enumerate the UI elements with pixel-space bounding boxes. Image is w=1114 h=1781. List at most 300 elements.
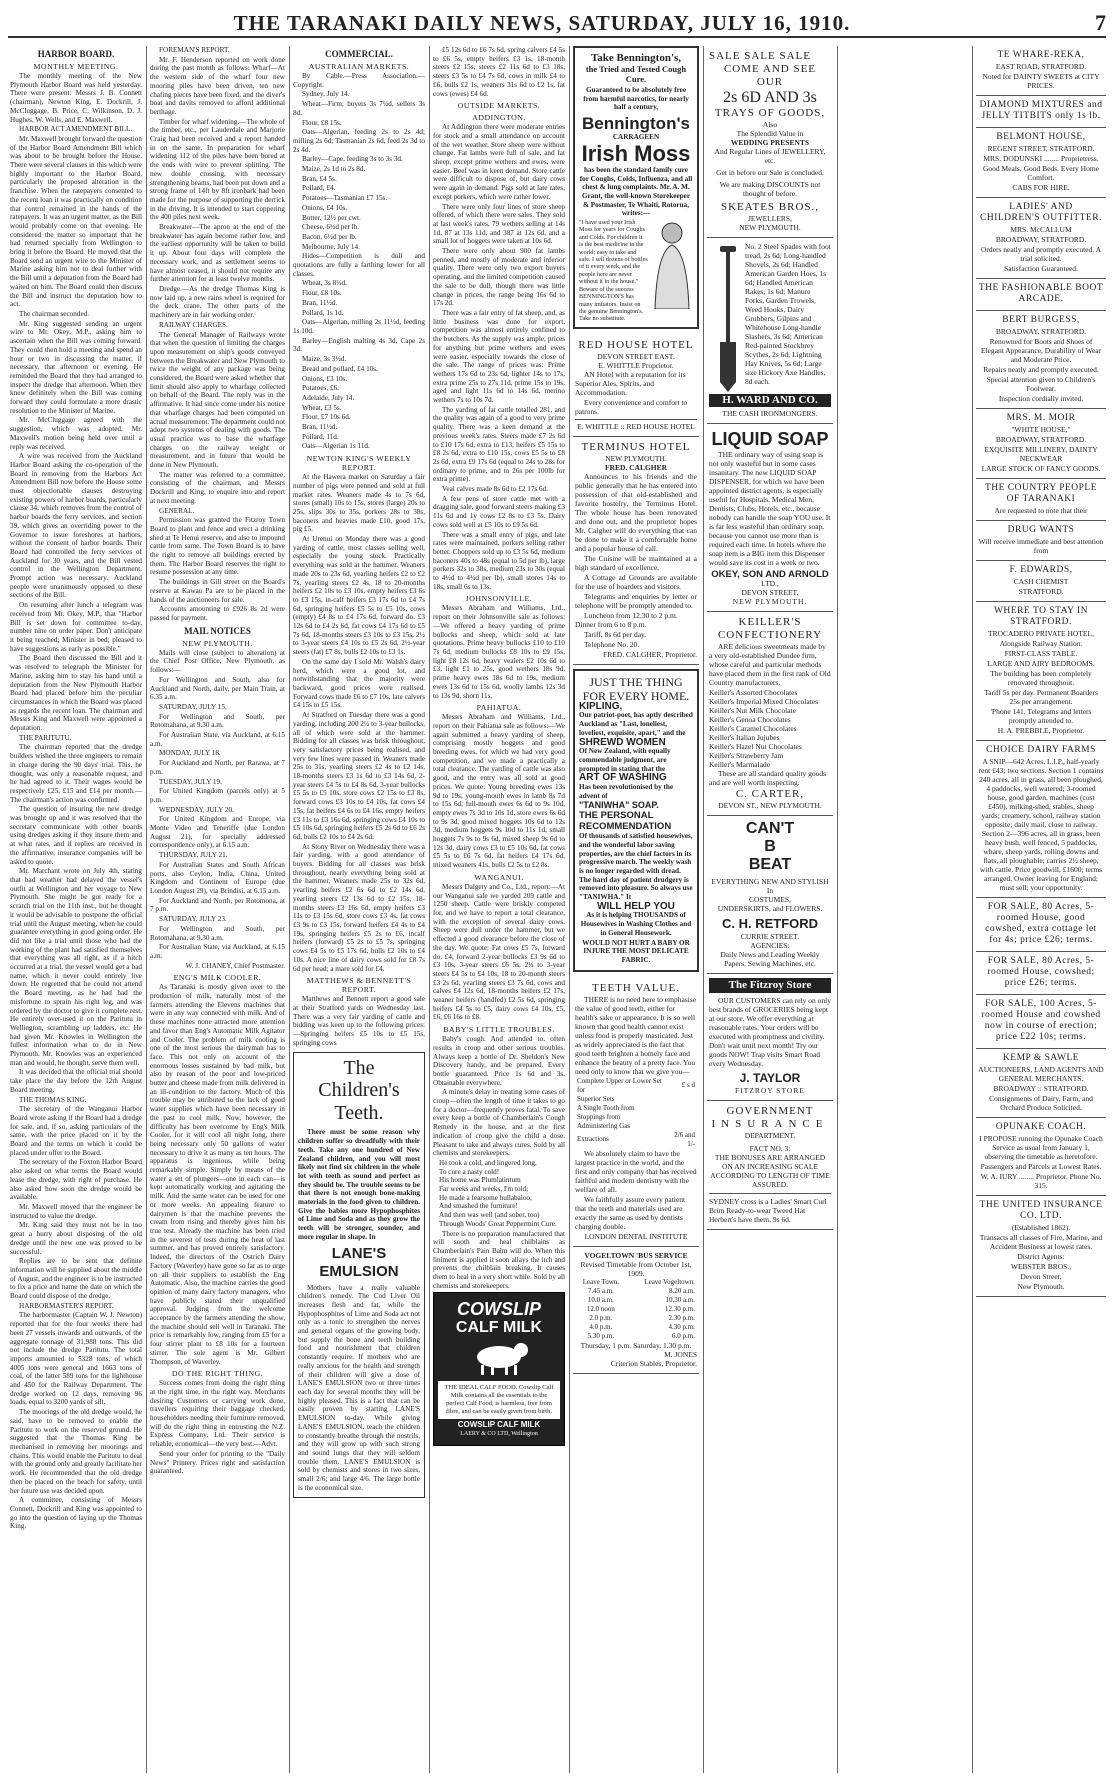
market-line: Flour, £7 10s 6d.: [302, 413, 351, 422]
keiller-ad: [707, 612, 833, 816]
article-paragraph: HARBORMASTER'S REPORT.: [19, 1301, 114, 1310]
market-line: Hides—Competition is dull and quotations are fully a farthing lower for all classes.: [293, 252, 425, 278]
ad-line: BROADWAY, STRATFORD.: [995, 235, 1087, 244]
price-value: 2/6 and 1/-: [674, 1130, 695, 1148]
article-paragraph: THE PARITUTU.: [19, 733, 72, 742]
shrewd-women-text: Of New Zealand, with equally commendable judgment, are prompted in stating that the: [579, 747, 671, 773]
article-paragraph: The monthly meeting of the New Plymouth Harbor Board was held yesterday. There were present: Messrs J. B. Connett (chairman), Newton King, E. Dockrill, J. McCluggage, B. Price, C. Wilkinson, D. J. Hughes, W. Wells, and E. Maxwell.: [10, 72, 142, 124]
stratford-ad: [976, 995, 1106, 1049]
keiller-item: Keiller's Hazel Nut Chocolates: [709, 742, 802, 751]
retford-agencies: AGENCIES:: [750, 941, 790, 950]
ad-heading: WHERE TO STAY IN STRATFORD.: [993, 606, 1089, 627]
ad-body: There must be some reason why children suffer so dreadfully with their teeth. Take any one hundred of New Zealand children, and you will most likely not find six children in the whole lot with teeth as sound and perfect as they should be. The trouble seems to be that there is not enough bone-making materials in the food given to children. Give the babies more Hypophosphites of Lime and Soda and as they grow the teeth will be stronger, sounder, and more regular in shape. In: [298, 1128, 420, 1241]
ad-line: 'Phone 141. Telegrams and letters promptly attended to.: [990, 707, 1092, 725]
cowslip-agent: LAERY & CO LTD, Wellington: [460, 1430, 538, 1437]
stratford-ad: [976, 311, 1106, 409]
govt-fact: FACT NO. 3:: [749, 1144, 791, 1153]
timetable-cell: 10.0 a.m.: [587, 1295, 614, 1304]
stratford-ad: [976, 602, 1106, 741]
cant-beat: CAN'T: [745, 820, 795, 837]
market-line: Oats—Algerian, milling 2s 11½d, feeding 1s 10d.: [293, 318, 425, 335]
govt-h2: INSURANCE: [711, 1118, 829, 1130]
lady-portrait-icon: [651, 219, 693, 309]
hotel-body: Every convenience and comfort to patrons.: [575, 397, 688, 416]
retford-addr: CURRIE STREET.: [740, 932, 800, 941]
bennington-quote: [579, 219, 648, 323]
market-line: Adelaide, July 14.: [302, 393, 355, 402]
hotel-signature: FRED. CALGHER, Proprietor.: [603, 649, 697, 659]
report-paragraph: The yarding of fat cattle totalled 281, and the quality was again of a good to very prime quality. There was a keen demand at the previous week's rates. Steers made £7 2s 6d to £10 17s 6d, extra to £13, heifers £5 15s to £8 2s 6d, extra to £10 15s, cows £5 5s to £8 2s 6d, extra £9 17s 6d (equal to 24s to 28s for ordinary to prime, and to 26s per 100lb for extra prime).: [433, 405, 565, 484]
wanganui-report: [433, 883, 565, 1022]
article-paragraph: Send your order for printing to the "Daily News" Printery. Prices right and satisfaction guaranteed.: [150, 1449, 285, 1476]
timetable-cell: 8.20 a.m.: [668, 1286, 695, 1295]
ad-line: LARGE AND AIRY BEDROOMS.: [987, 659, 1095, 668]
article-paragraph: The General Manager of Railways wrote that when the question of limiting the charges upon measurement on ship's goods conveyed between the Breakwater and New Plymouth to twice the weight of any package was being considered, the Board were asked whether that limit should also apply to wharfage collected on behalf of the Board. The reply was in the affirmative. It had since come under his notice that wharfage charges had been computed on actual measurement. The department could not adopt two systems of dealing with goods. The usual practice was to base the wharfage charges on the railway weight or measurement, and in future that would be done in New Plymouth.: [150, 330, 285, 470]
retford-body: EVERYTHING NEW AND STYLISH In: [711, 877, 829, 895]
outside-markets-heading: OUTSIDE MARKETS.: [457, 101, 541, 111]
keiller-items: [709, 688, 831, 769]
article-paragraph: The secretary of the Foxton Harbor Board also asked on what terms the Board would lease the dredge, with right of purchase. He also asked how soon the dredge would be available.: [10, 1158, 142, 1202]
price-value: [666, 1113, 697, 1122]
article-paragraph: Replies are to be sent that definite information will be supplied about the middle of August, and the engineer is to be instructed to fix a price and name the date on which the Board could dispose of the dredge.: [10, 1257, 142, 1301]
mail-paragraph: For Auckland and North, per Rotomona, at 7 p.m.: [150, 896, 285, 914]
timetable-row: [575, 1314, 697, 1323]
will-help-text: As it is helping THOUSANDS of Housewives in Washing Clothes and in General Housework.: [580, 911, 692, 937]
keiller-item: Keiller's Italian Jujubes: [709, 733, 780, 742]
bus-col-head: Leave Town.: [582, 1277, 620, 1286]
ad-line: Renowned for Boots and Shoes of Elegant Appearance, Durability of Wear and Moderate Price.: [980, 337, 1102, 364]
mail-paragraph: MONDAY, JULY 18.: [159, 749, 221, 758]
milk-cooler-body: [150, 983, 285, 1366]
market-line: Barley—English malting 4s 3d, Cape 2s 3d.: [293, 336, 425, 354]
bus-extra: Thursday, 1 p.m. Saturday, 1.30 p.m.: [580, 1340, 692, 1350]
ad-line: AUCTIONEERS, LAND AGENTS AND GENERAL MERCHANTS,: [978, 1065, 1104, 1083]
report-paragraph: At Addington there were moderate entries for stock and a small attendance on account of the wet weather. Store sheep were without change. Fat lambs were full of sale, and fat sheep, except prime wethers and ewes, were easier. Beef was in keen demand. Store cattle were difficult to dispose of, but dairy cows were again in demand. Pigs sold at late rates, except porkers, which were rather lower.: [433, 123, 565, 201]
bennington-ad: [573, 46, 699, 329]
ad-heading: TE WHARE-REKA,: [997, 50, 1085, 60]
postmaster-signature: W. J. CHANEY, Chief Postmaster.: [185, 961, 285, 970]
article-paragraph: Permission was granted the Fitzroy Town Board to plant and fence and erect a drinking shed at Te Henui reserve, and also to impound cattle from same. The Town Board is to have the right to remove all buildings erected by them. The Harbor Board reserves the right to resume possession at any time.: [150, 516, 285, 577]
ad-line: New Plymouth.: [1017, 1282, 1065, 1291]
hotel-address: NEW PLYMOUTH.: [605, 453, 667, 463]
timetable-cell: 12.0 noon: [586, 1304, 615, 1313]
ad-line: REGENT STREET, STRATFORD.: [987, 144, 1095, 153]
cant-beat: B: [764, 838, 776, 855]
fitzroy-title: The Fitzroy Store: [709, 978, 831, 993]
retford-ad: [707, 816, 833, 974]
ad-heading: BERT BURGESS,: [1002, 315, 1080, 325]
price-item: Superior Sets: [577, 1094, 615, 1103]
fitzroy-firm: J. TAYLOR: [739, 1071, 801, 1085]
mail-paragraph: For Australian State, via Auckland, at 6.15 a.m.: [150, 943, 285, 960]
ad-line: Inspection cordially invited.: [998, 394, 1084, 403]
timetable-row: [575, 1323, 697, 1332]
report-paragraph: £5 12s 6d to £6 7s 6d, spring calvers £4 5s to £6 5s, empty heifers £3 1s, 18-month steers £2 15s, steers £2 11s 6d to £3 18s, steers £3 5s to £4 7s 6d, cows in milk £4 to £6, bulls £2 1s, weaners 31s 6d to £2 1s, fat cows (ewes) £4 6d.: [433, 46, 565, 98]
column-rule: [569, 46, 570, 1773]
ad-line: Will receive immediate and best attention from: [978, 537, 1104, 555]
ad-body: Mothers have a really valuable children's remedy. The Cod Liver Oil increases flesh and fat, while the Hypophosphites of Lime and Soda act not only as a tonic to strengthen the nerves and general organs of the growing body, but supply the bone and teeth building food and nourishment that children constantly require. If mothers who are really anxious for the health and strength of their children will give a dose of LANE'S EMULSION two or three times each day for several months they will be highly pleased. This is a fact that can be easily proven by starting LANE'S EMULSION to-day. While giving LANE'S EMULSION, teach the children to constantly breathe through the nostrils, and they will grow up with such strong and sound lungs that they will seldom trouble them. LANE'S EMULSION is sold by chemists and stores in two sizes, small 2/6; and large 4/6. The large bottle is the economical size.: [298, 1283, 420, 1492]
ad-brand: LANE'S EMULSION: [319, 1244, 399, 1280]
hotel-footer: E. WHITTLE :: RED HOUSE HOTEL: [575, 419, 697, 431]
bennington-brand: Bennington's: [582, 114, 690, 134]
pahiatua-report: [433, 713, 565, 870]
article-paragraph: RAILWAY CHARGES.: [159, 320, 228, 329]
market-line: Pollard, 1s 1d.: [302, 308, 344, 317]
right-thing-body: [150, 1379, 285, 1476]
price-row: [575, 1077, 697, 1095]
ad-line: FIRST-CLASS TABLE.: [1004, 649, 1078, 658]
cowslip-maker: COWSLIP CALF MILK: [457, 1420, 541, 1430]
article-paragraph: The Board then discussed the Bill and it was resolved to telegraph the Minister for Marine, asking him to stay his hand until a deputation from the New Plymouth Harbor Board had placed before him the peculiar circumstances in which the Board was placed as regards the recent loan. The chairman and Messrs King and Maxwell were appointed a deputation.: [10, 654, 142, 733]
cowslip-ad: [433, 1292, 565, 1446]
vogeltown-bus-ad: [573, 1247, 699, 1374]
keiller-foot: These are all standard quality goods and are well worth inspecting.: [709, 769, 827, 787]
govt-h1: GOVERNMENT: [726, 1105, 814, 1117]
article-paragraph: Dredge.—As the dredge Thomas King is now laid up, a new rains wheel is required for the deck crane. The other parts of the machinery are in fair working order.: [150, 284, 285, 320]
lanes-emulsion-ad: [293, 1052, 425, 1498]
irish-moss-label: Irish Moss: [581, 140, 691, 166]
market-line: Onions, £4 10s.: [302, 203, 348, 212]
johnsonville-heading: JOHNSONVILLE.: [465, 594, 533, 604]
stratford-ad: [976, 1118, 1106, 1196]
market-line: Sydney, July 14.: [302, 90, 350, 99]
mail-paragraph: For Wellington and South, per Rotomahana, at 9.30 a.m.: [150, 924, 285, 942]
teeth-body: THERE is no need here to emphasise the value of good teeth, either for health's sake or appearance. It is so well known that good health cannot exist unless food is properly masticated. Just as widely appreciated is the fact that good teeth brighten a homely face and enhance the beauty of a pretty face. You need only to know that we give you—: [575, 994, 697, 1076]
article-paragraph: Breakwater—The apron at the end of the breakwater has again become rather low, and the earliest opportunity will be taken to build it up. About four days will complete the necessary work, and as settlement seems to have almost ceased, it should not require any further attention for at least twelve months.: [150, 223, 285, 284]
ad-heading: F. EDWARDS,: [1009, 565, 1073, 575]
article-heading: HARBOR BOARD.: [37, 49, 115, 59]
ad-line: Consignments of Dairy, Farm, and Orchard Produce Solicited.: [989, 1094, 1093, 1112]
ad-heading: KEMP & SAWLE: [1002, 1053, 1080, 1063]
liquid-soap-title: LIQUID SOAP: [711, 429, 829, 449]
ad-line: Good Meals. Good Beds. Every Home Comfort.: [982, 164, 1100, 182]
red-house-hotel-ad: [573, 335, 699, 437]
ad-line: Special attention given to Children's Footwear.: [986, 375, 1096, 393]
stratford-ad-list: [976, 46, 1106, 1297]
report-paragraph: There were only four lines of store sheep offered, of which there were sales. They sold at last week's rates, 79 wethers selling at 14s 1d, 87 at 13s 11d, and 387 at 12s 6d, and a small lot of hoggets were taken at 10s 6d.: [433, 202, 565, 246]
report-paragraph: A few pens of store cattle met with a dragging sale, good forward steers making £3 11s 6d and 1y cows £2 8s to £3 5s. Dairy cows sold well at £5 10s to £9 5s 6d.: [433, 494, 565, 529]
column-rule: [146, 46, 147, 1773]
quote-text: "I have used your Irish Moss for years for Coughs and Colds. For children it is the best medicine in the world; easy to take and safe. I sell dozens of bottles of it every week, and the people here are never without it in the house.": [579, 219, 648, 286]
article-paragraph: A wire was received from the Auckland Harbor Board asking the co-operation of the Board in removing from the Harbors Act Amendment Bill now before the House some most objectionable clauses destroying existing powers of harbor boards, particularly clause 34, which removes from the control of harbor boards the ferry services, and section 39, which gives an overriding power to the Governor to issue foreshores at harbors, without the consent of harbor boards. Their Board had controlled the ferry services of Auckland for 30 years, and the Bill vested control in the Wellington Department. Prompt action was necessary. Auckland people were unanimously opposed to these sections of the Bill.: [10, 452, 142, 600]
keiller-item: Keiller's Genoa Chocolates: [709, 715, 791, 724]
mail-paragraph: TUESDAY, JULY 19.: [159, 777, 222, 786]
art-of-washing-text: Has been revolutionised by the advent of: [579, 783, 674, 800]
mail-paragraph: For Auckland and North, per Rarawa, at 7 p.m.: [150, 759, 285, 776]
market-line: Bran, £4 5s.: [302, 174, 337, 183]
bus-signature: Criterion Stables, Proprietor.: [610, 1358, 697, 1368]
govt-foot: SYDNEY cross is a Ladies' Smart Curl Brim Ready-to-wear Tweed Hat Herbert's have them, 9s 6d.: [709, 1193, 831, 1224]
market-line: Bacon, 6½d per lb.: [302, 232, 357, 241]
fitzroy-store-ad: [707, 974, 833, 1101]
sale-line: We are making DISCOUNTS not thought of before.: [719, 180, 821, 198]
fitzroy-sub: FITZROY STORE: [735, 1086, 805, 1095]
sale-prices: 2s 6D AND 3s: [723, 89, 817, 106]
ad-line: A SNIP—642 Acres, L.I.P., half-yearly rent £43; two sections. Section 1 contains 240 acres, all in grass, all been ploughed, 4 paddocks, well watered; 3-roomed house, good garden, machines (cost £450), milking-shed, stables, sheep yards; creamery, school, railway station opposite; daily mail, close to railway. Section 2—396 acres, all in grass, been heavy bush, well fenced, 5 paddocks, whare, sheep yards, rolling downs and flats, all ploughable; carries 2½ sheep, with cattle. Price goodwill, £1600; terms arranged. Owner leaving for England; must sell; your opportunity.: [978, 757, 1104, 892]
stratford-ad: [976, 198, 1106, 279]
bennington-line3: Guaranteed to be absolutely free from harmful narcotics, for nearly half a century,: [583, 86, 689, 112]
ad-title-line: Teeth.: [334, 1102, 384, 1125]
ad-line: MRS. DODUNSKI ........ Proprietress.: [983, 154, 1099, 163]
baby-heading: BABY'S LITTLE TROUBLES.: [443, 1025, 555, 1035]
article-paragraph: A minute's delay in treating some cases of croup—often the length of time it takes to go for a doctor—frequently proves fatal. To save every keep a bottle of Chamberlain's Cough Remedy in the house, and at the first indication of croup give the child a dose. Pleasant to take and always cures. Sold by all chemists and storekeepers.: [433, 1088, 565, 1158]
addington-heading: ADDINGTON.: [472, 113, 526, 123]
mail-paragraph: For United Kingdom and Europe, via Monte Video and Teneriffe (due London August 21), for specially addressed correspondence only), at 6.15 a.m.: [150, 815, 285, 850]
price-row: [575, 1113, 697, 1122]
column-rule: [289, 46, 290, 1773]
taniwha-label: "TANIWHA" SOAP.: [579, 800, 659, 811]
johnsonville-report: [433, 604, 565, 700]
newspaper-title: THE TARANAKI DAILY NEWS, SATURDAY, JULY 16, 1910.: [233, 11, 851, 35]
article-paragraph: The harbormaster (Captain W. J. Newton) reported that for the four weeks there had been 27 vessels inwards and outwards, of the aggregate tonnage of 31,988 tons. This did not include the dredge Paritutu. The total imports amounted to 5328 tons, of which 4005 tons were general and 1663 tons of coal, of the latter 589 tons for the lighthouse and 450 for the Railway Department. The dredge worked on 12 days, removing 96 loads, equal to 3200 yards of silt.: [10, 1311, 142, 1407]
report-paragraph: On the same day I sold Mr. Walsh's dairy herd, which were a good lot, and notwithstanding that the majority were backward, good prices were realised. Forward cows made £6 to £7 10s, late calvers £4 15s to £5 15s.: [293, 657, 425, 710]
ad-line: Alongside Railway Station.: [999, 639, 1083, 648]
timetable-row: [575, 1287, 697, 1296]
market-line: Oats—Algerian 1s 11d.: [302, 442, 370, 451]
bus-subtitle: Revised Timetable from October 1st, 1909.: [580, 1259, 692, 1278]
newton-king-report: [293, 473, 425, 973]
australian-markets-heading: AUSTRALIAN MARKETS.: [308, 62, 410, 71]
ad-line: CASH CHEMIST: [1013, 577, 1069, 586]
ad-line: W. A. IURY ........ Proprietor. Phone No. 315.: [980, 1172, 1102, 1190]
ad-line: Noted for DAINTY SWEETS at CITY PRICES.: [982, 72, 1100, 90]
ad-heading: OPUNAKE COACH.: [995, 1122, 1087, 1132]
ad-heading: LADIES' AND CHILDREN'S OUTFITTER.: [980, 202, 1102, 223]
column-ads-2: [707, 46, 833, 1773]
sale-line: Get in before our Sale is concluded.: [716, 168, 824, 177]
ad-heading: CHOICE DAIRY FARMS: [986, 745, 1096, 755]
ad-line: Satisfaction Guaranteed.: [1004, 264, 1078, 273]
hotel-body: AN Hotel with a reputation for its Superior Ales, Spirits, and Accommodation.: [575, 369, 686, 397]
keiller-item: Keiller's Strawberry Jam: [709, 751, 784, 760]
stratford-ad: [976, 409, 1106, 479]
hotel-tariff: Tariff, 8s 6d per day.: [584, 629, 647, 639]
report-paragraph: Messrs Abraham and Williams, Ltd., report on their Pahiatua sale as follows:—We again submitted a heavy yarding of sheep, comprising mostly hoggets and good breeding ewes, for which we had very good competition, and we made a practically a total clearance. The yarding of cattle was also good, and the entry was all sold at good prices. We quote: Young breeding ewes 13s 9d to 19s, young-mouth ewes in lamb 8s 7d to 15s 6d; full-mouth ewes 6s 6d to 9s 10d, empty ewes 7s 3d to 10s 1d, store ewes 6s 6d to 9s 3d, good mixed hoggets 10s 6d to 12s 3d, medium hoggets 9s 10d to 11s 1d, small hoggets 7s 9s to 9s 6d, mixed sheep 9s 6d to 12s 3d, dairy cows £3 to £5 10s 6d, fat cows £5 5s to £6 7s 6d, fat heifers £4 17s 6d, mixed weaners 41s, bulls £2 5s to £2 8s.: [433, 713, 565, 870]
stratford-ad: [976, 128, 1106, 198]
report-paragraph: Messrs Dalgety and Co., Ltd., report:—At our Wanganui sale we yarded 209 cattle and 1250 sheep. Cattle were briskly competed for, and we have to report a total clearance, with the exception of several dairy cows. Sheep were dull under the hammer, but we effected a good clearance before the close of the day. We quote: Fat cows £5 7s, forward do. £4, forward 2-year bullocks £3 9s 6d to £3 10s, 3-year steers £6 5s, 2½ to 3-year steers £4 5s to £4 10s, 18 to 20-month steers £3 2s 6d, yearling steers £3 7s 6d, cows and calves £4 12s 6d, 18-months heifers £2 17s, weaner heifers (handfed) £2 5s 6d, springing heifers £4 5s to £5, dairy cows £4 10s, £5, £6, £6 16s to £8.: [433, 882, 565, 1022]
ward-ironmongers-ad: [707, 238, 833, 424]
report-paragraph: At Urenui on Monday there was a good yarding of cattle, most classes selling well, especially the young stock. Practically everything was sold at the hammer. Weaners made 20s to 23s 6d, yearling heifers £2 to £2 7s, yearling steers £2 4s, 18 to 20-months heifers £2 10s to £3 10s, empty heifers £3 6s to £3 15s, in-calf heifers £3 17s 6d to £4 7s 6d, springing heifers £5 5s to £5 10s, cows (empty) £4 8s to £4 17s 6d, forward do. £3 12s 6d to £4 2s 6d, fat cows £4 17s 6d to £5 7s 6d, 18-months steers £3 10s to £3 15s, 2½ to 3-year steers £4 10s to £5 2s 6d, 2½-year steers (fat) £7 8s, bulls £2 10s to £3 1s.: [293, 535, 425, 657]
article-paragraph: THE THOMAS KING.: [19, 1095, 87, 1104]
ad-line: BROADWAY, STRATFORD.: [995, 435, 1087, 444]
ad-line: MRS. McCALLUM: [1010, 225, 1072, 234]
timetable-cell: 4.0 p.m.: [589, 1322, 613, 1331]
bennington-line1: Take Bennington's,: [590, 52, 682, 64]
article-paragraph: Timber for wharf widening.—The whole of the timber, etc., per Lauderdale and Marjorie Craig had been received and a report handed in on the same. In preparation for wharf widening 112 of the piles have been bored at the ends with wire to prevent splitting. The new double crossing, with necessary strengthening beams, had been put down and a strong frame of 14ft by 8ft ironbark had been made for the purpose of supporting the derrick in the driving. It is intended to start coppering the 400 piles next week.: [150, 117, 285, 222]
ad-line: CABS FOR HIRE.: [1012, 183, 1070, 192]
market-line: By Cable.—Press Association.—Copyright.: [293, 72, 425, 89]
retford-body: COSTUMES,: [749, 895, 791, 904]
ad-heading: MRS. M. MOIR: [1006, 413, 1076, 423]
stratford-ad: [976, 96, 1106, 128]
retford-name: C. H. RETFORD: [721, 916, 819, 931]
mail-paragraph: SATURDAY, JULY 23.: [159, 915, 227, 924]
sale-line: WEDDING PRESENTS: [730, 138, 810, 147]
skeates-sale-ad: [707, 46, 833, 238]
mail-notices-body: [150, 649, 285, 961]
article-paragraph: FOREMAN'S REPORT.: [159, 46, 230, 54]
kipling-quote: Our patriot-poet, has aptly described Auckland as "Last, loneliest, loveliest, exquisite, apart," and the: [579, 711, 693, 737]
market-line: Bran, 11½d.: [302, 423, 338, 432]
mail-paragraph: For Wellington and South, also for Auckland and North, daily, per Main Train, at 6.35 a.m.: [150, 675, 285, 702]
ad-line: Passengers and Parcels at Lowest Rates.: [980, 1162, 1102, 1171]
ad-line: "WHITE HOUSE,": [1011, 425, 1071, 434]
report-paragraph: At Stratford on Tuesday there was a good yarding, including 200 2½ to 3-year bullocks, all of which were sold at the hammer. Bidding for all classes was brisk throughout, very satisfactory prices being realised, and very few lines were passed in. Weaners made 25s to 31s, yearling steers £2 4s to £2 14s, 18-months steers £3 1s 6d to £3 14s 6d, 2-year steers £4 5s to £4 8s 6d, 3-year bullocks £5 5s to £5 10s, store cows £2 15s to £3 8s, forward cows £3 10s to £4 10s, fat cows £4 15s, fat heifers £4 6s to £4 16s, empty heifers £3 11s to £3 16s 6d, springing cows £4 10s to £5 10s 6d, springing heifers £5 2s 6d to £6 2s 6d, bulls £2 10s to £4 2s 6d.: [293, 711, 425, 841]
ad-line: STRATFORD.: [1018, 587, 1064, 596]
teeth-value-ad: [573, 978, 699, 1247]
mail-paragraph: For Australian State, via Auckland, at 6.15 a.m.: [150, 731, 285, 748]
bus-col-head: Leave Vogeltown.: [644, 1277, 695, 1286]
stratford-ad: [976, 1196, 1106, 1297]
page-number: 7: [1095, 10, 1106, 35]
bus-signature: M. JONES: [664, 1349, 697, 1359]
article-paragraph: The chairman reported that the dredge builders wished the three engineers to remain in charge during the 90 days' trial. This, he thought, was only a reasonable request, and he had agreed to it. Their wages would be respectively £25, £15 and £14 per month.—The chairman's action was confirmed.: [10, 743, 142, 804]
article-paragraph: Mr. King said they must not be in too great a hurry about disposing of the old dredge until the new one was proved to be successful.: [10, 1221, 142, 1256]
stratford-ad: [976, 479, 1106, 521]
stratford-ad: [976, 46, 1106, 96]
mail-paragraph: For Australian States and South African ports, also Ceylon, India, China, United Kingdom and Continent of Europe (due London August 29), via Brindisi, at 6.15 a.m.: [150, 860, 285, 895]
firm-name: SKEATES BROS.,: [720, 201, 820, 213]
article-paragraph: HARBOR ACT AMENDMENT BILL.: [19, 125, 133, 134]
govt-body: THE BONUSES ARE ARRANGED ON AN INCREASING SCALE ACCORDING TO LENGTH OF TIME ASSURED.: [710, 1153, 830, 1189]
liquid-soap-town: NEW PLYMOUTH.: [732, 597, 808, 606]
shrewd-women-label: SHREWD WOMEN: [579, 736, 666, 748]
ad-line: EAST ROAD, STRATFORD.: [995, 62, 1087, 71]
ad-line: H. A. PREBBLE, Proprietor.: [997, 726, 1085, 735]
price-value: [666, 1104, 697, 1113]
soap-headline: JUST THE THING FOR EVERY HOME.: [582, 674, 690, 703]
sale-line: Also: [762, 120, 778, 129]
matthews-heading: MATTHEWS & BENNETT'S REPORT.: [306, 976, 412, 995]
sale-line: COME AND SEE OUR: [723, 63, 817, 88]
liquid-soap-addr: DEVON STREET,: [741, 588, 799, 597]
teeth-title: TEETH VALUE.: [592, 981, 680, 994]
article-paragraph: As Taranaki is mostly given over to the production of milk, naturally most of the farmers attending the Elevens machines that were in any way connected with milk. And of these machines none attracted more attention and favor than Eng's Automatic Milk Agitator and Cooler. The problem of milk cooling is one of the most serious the dairyman has to face. This not only on account of the enormous losses sustained by bad milk, but also by reason of the poor and low-priced butter and cheese made from milk delivered in an ill-condition to the factory. Much of this trouble may be attributed to the lack of good water supplies which have been necessary in the past to cool milk. Now, however, the difficulty has been overcome by Eng's Milk Cooler, for it will cool all night long, there being necessary only 50 gallons of water necessary to drive it as many as ten hours. The apparatus is ingenious, while being remarkably simple. Simply by means of the water a set of plungers—one in each can—is kept automatically working and agitating the milk. And the same water can be used for one or more weeks. An appealing feature to dairymen is that the machine prevents the cream from rising and thereby gives him his true test. Already the machine has been tried in the severest of tests during the heat of last summer, and has proved entirely satisfactory. Indeed, the directors of the Ostrich Dairy Factory (Waverley) have gone so far as to urge on all their suppliers to establish the Eng Automatic. Also, the machine carries the good opinion of many dairy factory managers, who have publicly stated their unqualified approval. Judging from the welcome acceptance by the farmers attending the show, the machine should sell well in Taranaki. The price is remarkably low, ranging from £5 for a four stirrer plant to £8 10s for a fourteen stirrer. The sole agent is Mr. Gilbert Thompson, of Waverley.: [150, 983, 285, 1366]
ad-line: Orders neatly and promptly executed. A trial solicited.: [981, 245, 1101, 263]
column-rule: [703, 46, 704, 1773]
article-paragraph: GENERAL.: [159, 506, 195, 515]
bennington-testimonial: [579, 219, 693, 323]
art-of-washing-label: ART OF WASHING: [579, 772, 667, 784]
keiller-firm: C. CARTER,: [735, 788, 805, 800]
ad-heading: FOR SALE, 80 Acres, 5-roomed House, good cowshed, extra cottage let for 4s; price £26; terms.: [985, 902, 1097, 945]
keiller-item: Keiller's Caramel Chocolates: [709, 724, 797, 733]
teeth-price-table: [575, 1077, 697, 1149]
article-paragraph: The chairman seconded.: [19, 309, 90, 318]
addington-report: [433, 123, 565, 591]
ad-line: I PROPOSE running the Opunake Coach Service as usual from January 1, observing the timetable as heretofore.: [979, 1134, 1103, 1161]
article-paragraph: Mr. Maxwell brought forward the question of the Harbor Board Amendment Bill which was about to be brought before the House. There were several clauses in this which were highly important to the Harbor Board, particularly the proposed alteration in the franchise. When the ratepayers consented to the recent loan it was practically on condition that control remained in the hands of the ratepayers. It was an urgent matter, as the Bill would probably come on that evening. He considered the matter so important that he had returned specially from Wellington to bring it before the Board. He moved that the Board send an urgent wire to the Minister of Marine asking him not to deal further with the Bill until a deputation from the Board had waited on him. The Board could then discuss the Bill and instruct the deputation how to act.: [10, 134, 142, 309]
ad-line: LARGE STOCK OF FANCY GOODS.: [981, 464, 1101, 473]
baby-troubles-body: [433, 1035, 565, 1158]
timetable-cell: 7.45 a.m.: [587, 1286, 614, 1295]
ad-line: (Established 1862).: [1011, 1223, 1071, 1232]
masthead: [8, 6, 1106, 38]
ad-heading: THE FASHIONABLE BOOT ARCADE.: [978, 283, 1104, 304]
article-paragraph: Mr. King suggested sending an urgent wire to Mr. Okey, M.P., asking him to ascertain when the Bill was coming forward. They could then hold a meeting and spend an hour or two in discussing the matter, if necessary, that afternoon or evening. He reminded the Board that they had arranged to inspect the dredge that afternoon. When they knew definitely when the Bill was coming forward they could formulate a more drastic resolution to the Minister of Marine.: [10, 319, 142, 415]
bus-timetable: [575, 1278, 697, 1341]
newton-king-heading: NEWTON KING'S WEEKLY REPORT.: [306, 454, 412, 473]
personal-rec-label: THE PERSONAL RECOMMENDATION: [579, 810, 672, 833]
market-line: Wheat, £3 5s.: [302, 403, 342, 412]
stratford-ad: [976, 741, 1106, 898]
column-rule: [837, 46, 838, 1773]
market-line: Barley—Cape, feeding 3s to 3s 3d.: [302, 155, 403, 164]
fitzroy-body: OUR CUSTOMERS can rely on only best brands of GROCERIES being kept at our store. We offer everything at reasonable rates. Your orders will be executed with promptness and civility. Don't wait until next month! Try our goods NOW! Trap visits Smart Road every Wednesday.: [709, 996, 831, 1068]
stratford-ad: [976, 279, 1106, 311]
govt-h3: DEPARTMENT.: [744, 1131, 796, 1140]
ad-line: WEBSTER BROS.,: [1010, 1262, 1072, 1271]
ad-line: The building has been completely renovated throughout.: [990, 669, 1092, 687]
beware-note: Beware of the success BENNINGTON'S has many imitators. Insist on the genuine Bennington's. Take no substitute.: [579, 285, 644, 323]
personal-rec-text: Of thousands of satisfied housewives, and the wonderful labor saving properties, are the chief factors in its progressive march. The weekly wash is no longer regarded with dread. The hard day of patient drudgery is removed into pleasure. So always use "TANIWHA." It: [579, 832, 693, 902]
firm-trade: JEWELLERS,: [748, 214, 792, 223]
market-line: Maize, 3s 3½d.: [302, 355, 347, 364]
market-line: Wheat, 3s 8½d.: [302, 279, 347, 288]
report-paragraph: There was a fair entry of fat sheep, and, as little business was done for export, competition was almost entirely confined to the butchers. As the supply was ample, prices for anything but prime wethers and ewes were easier, especially towards the close of the sale. The range of prices was: Prime wethers 17s 6d to 23s 6d, lighter 14s to 17s, extra prime 25s to 27s 11d, prime 15s to 19s, aged and light 11s 6d to 14s 6d, merino wethers 7s to 10s 7d.: [433, 308, 565, 405]
retford-agencies-list: Daily News and Leading Weekly Papers. Sewing Machines, etc.: [720, 950, 820, 968]
mail-paragraph: For United Kingdom (parcels only) at 5 p.m.: [150, 787, 285, 804]
hotel-proprietor: E. WHITTLE Proprietor.: [598, 360, 674, 370]
market-line: Potatoes—Tasmanian £7 15s.: [302, 194, 388, 203]
article-paragraph: It was decided that the official trial should take place the day before the 12th August Board meeting.: [10, 1068, 142, 1094]
market-line: Bread and pollard, £4 10s.: [302, 364, 378, 373]
timetable-cell: 5.30 p.m.: [587, 1331, 615, 1340]
market-line: Maize, 2s 1d to 2s 8d.: [302, 165, 366, 174]
price-row: [575, 1104, 697, 1113]
timetable-cell: 12.30 p.m.: [665, 1304, 695, 1313]
article-paragraph: A committee, consisting of Messrs Connett, Dockrill and King was appointed to go into the question of laying up the Thomas King.: [10, 1496, 142, 1531]
cowslip-subtitle: CALF MILK: [455, 1318, 543, 1336]
timetable-row: [575, 1332, 697, 1341]
timetable-row: [575, 1305, 697, 1314]
column-rule: [429, 46, 430, 1773]
keiller-body: ARE delicious sweetmeats made by a very old-established Dundee firm, whose careful and particular methods have placed them in the first rank of Old Country manufacturers.: [709, 642, 831, 687]
hotel-owner: FRED. CALGHER: [604, 462, 668, 472]
ad-line: EXQUISITE MILLINERY, DAINTY NECKWEAR: [984, 445, 1098, 463]
report-paragraph: At Stony River on Wednesday there was a fair yarding, with a good attendance of buyers. Bidding for all classes was brisk throughout, nearly everything being sold at the hammer. Weaners made 25s to 32s 6d, yearling heifers £2 6s 6d to £2 14s 6d, yearling steers £2 13s 6d to £2 15s, 18-months steers £3 16s 6d, empty heifers £3 11s to £3 15s 6d, store cows £3 4s, fat cows £3 9s to £3 15s, forward heifers £4 4s to £4 19s, springing heifers £5 2s to £6, incalf heifers (forward) £5 2s to £5 7s, springing cows £4 5s to £5 17s 6d, bulls £2 10s to £4 10s. A nice line of dairy cows sold for £8 7s 6d per head; a mare sold for £4.: [293, 842, 425, 973]
price-row: [575, 1122, 697, 1131]
column-ads-1: [573, 46, 699, 1773]
market-line: Flour, £8 15s.: [302, 118, 342, 127]
article-paragraph: Mr. McCluggage agreed with the suggestion, which was adopted, Mr. Maxwell's motion being held over until a reply was received.: [10, 416, 142, 451]
article-body: [150, 46, 285, 623]
column-rule: [972, 46, 973, 1773]
teeth-signature: LONDON DENTAL INSTITUTE: [584, 1231, 688, 1241]
column-harbor-board: [10, 46, 142, 1773]
govt-insurance-ad: [707, 1101, 833, 1230]
peppermint-poem: He took a cold, and lingered long, To cure a nasty cold! His home was Plumlatintum Far weeks and weeks, I'm told; He made a fearsome hullabaloo, And smashed the furniture! And then was well (and sober, too) Through Woods' Great Peppermint Cure.: [439, 1158, 557, 1228]
ad-heading: BELMONT HOUSE,: [996, 132, 1086, 142]
price-item: Administering Gas: [577, 1121, 631, 1130]
column-reports-mail: [150, 46, 285, 1773]
retford-body: UNDERSKIRTS, and FLOWERS.: [717, 904, 823, 913]
ad-line: Transacts all classes of Fire, Marine, and Accident Business at lowest rates.: [979, 1233, 1103, 1251]
liquid-soap-body: THE ordinary way of using soap is not only wasteful but in some cases insanitary. The new LIQUID SOAP DISPENSER, for which we have been appointed district agents, is especially useful for Hospitals, Medical Men, Dentists, Clubs, Hotels, etc., because nobody can handle the soap YOU use. It is far less wasteful than ordinary soap, because you cannot use more than is required each time. In hotels where the soap item is a BIG item this Dispenser would save its cost in a week or two.: [709, 450, 831, 567]
wanganui-heading: WANGANUI.: [474, 872, 524, 882]
market-line: Pollard, 11d.: [302, 432, 339, 441]
article-paragraph: Mr. Marchant wrote on July 4th, stating that bad weather had delayed the vessel's outfit at Wellington and her voyage to New Plymouth. She might be got ready for a scratch trial on the 11th inst., but he thought it would be advisable to postpone the official trial until the August meeting, when he could guarantee everything in good going order. He did not like a trial until those who had the working of the plant had satisfied themselves that everything was all right, as if a hitch occurred at a trial, the vessel would get a bad name, which it never could entirely live down. He regretted that he could not attend the Board meeting, as he had had the misfortune to sprain his right leg, and was ordered by the doctor to give it complete rest. He entirely over-used it on the Paritutu in Wellington, scrambling up ladders, etc. He had given Mr. Knowles in Wellington the fullest information what to do in New Plymouth. Mr. Knowles was an experienced man and would, he thought, serve them well.: [10, 867, 142, 1067]
timetable-cell: 2.30 p.m.: [668, 1313, 695, 1322]
mail-paragraph: For Wellington and South, per Rotomahana, at 9.30 a.m.: [150, 712, 285, 730]
matthews-report: Matthews and Bennett report a good sale at their Stratford yards on Wednesday last. There was a very fair yarding of cattle and bidding was keen up to the following prices:—Springing heifers £5 10s to £5 15s, springing cows: [293, 995, 425, 1047]
price-value: [666, 1095, 697, 1104]
article-paragraph: The buildings in Gill street on the Board's reserve at Kawau Pa are to be placed in the hands of the auctioneers for sale.: [150, 578, 285, 604]
kipling-label: KIPLING,: [579, 700, 623, 712]
market-line: Bran, 11½d.: [302, 298, 338, 307]
price-item: A Single Tooth from: [577, 1103, 635, 1112]
mail-paragraph: WEDNESDAY, JULY 20.: [159, 805, 234, 814]
